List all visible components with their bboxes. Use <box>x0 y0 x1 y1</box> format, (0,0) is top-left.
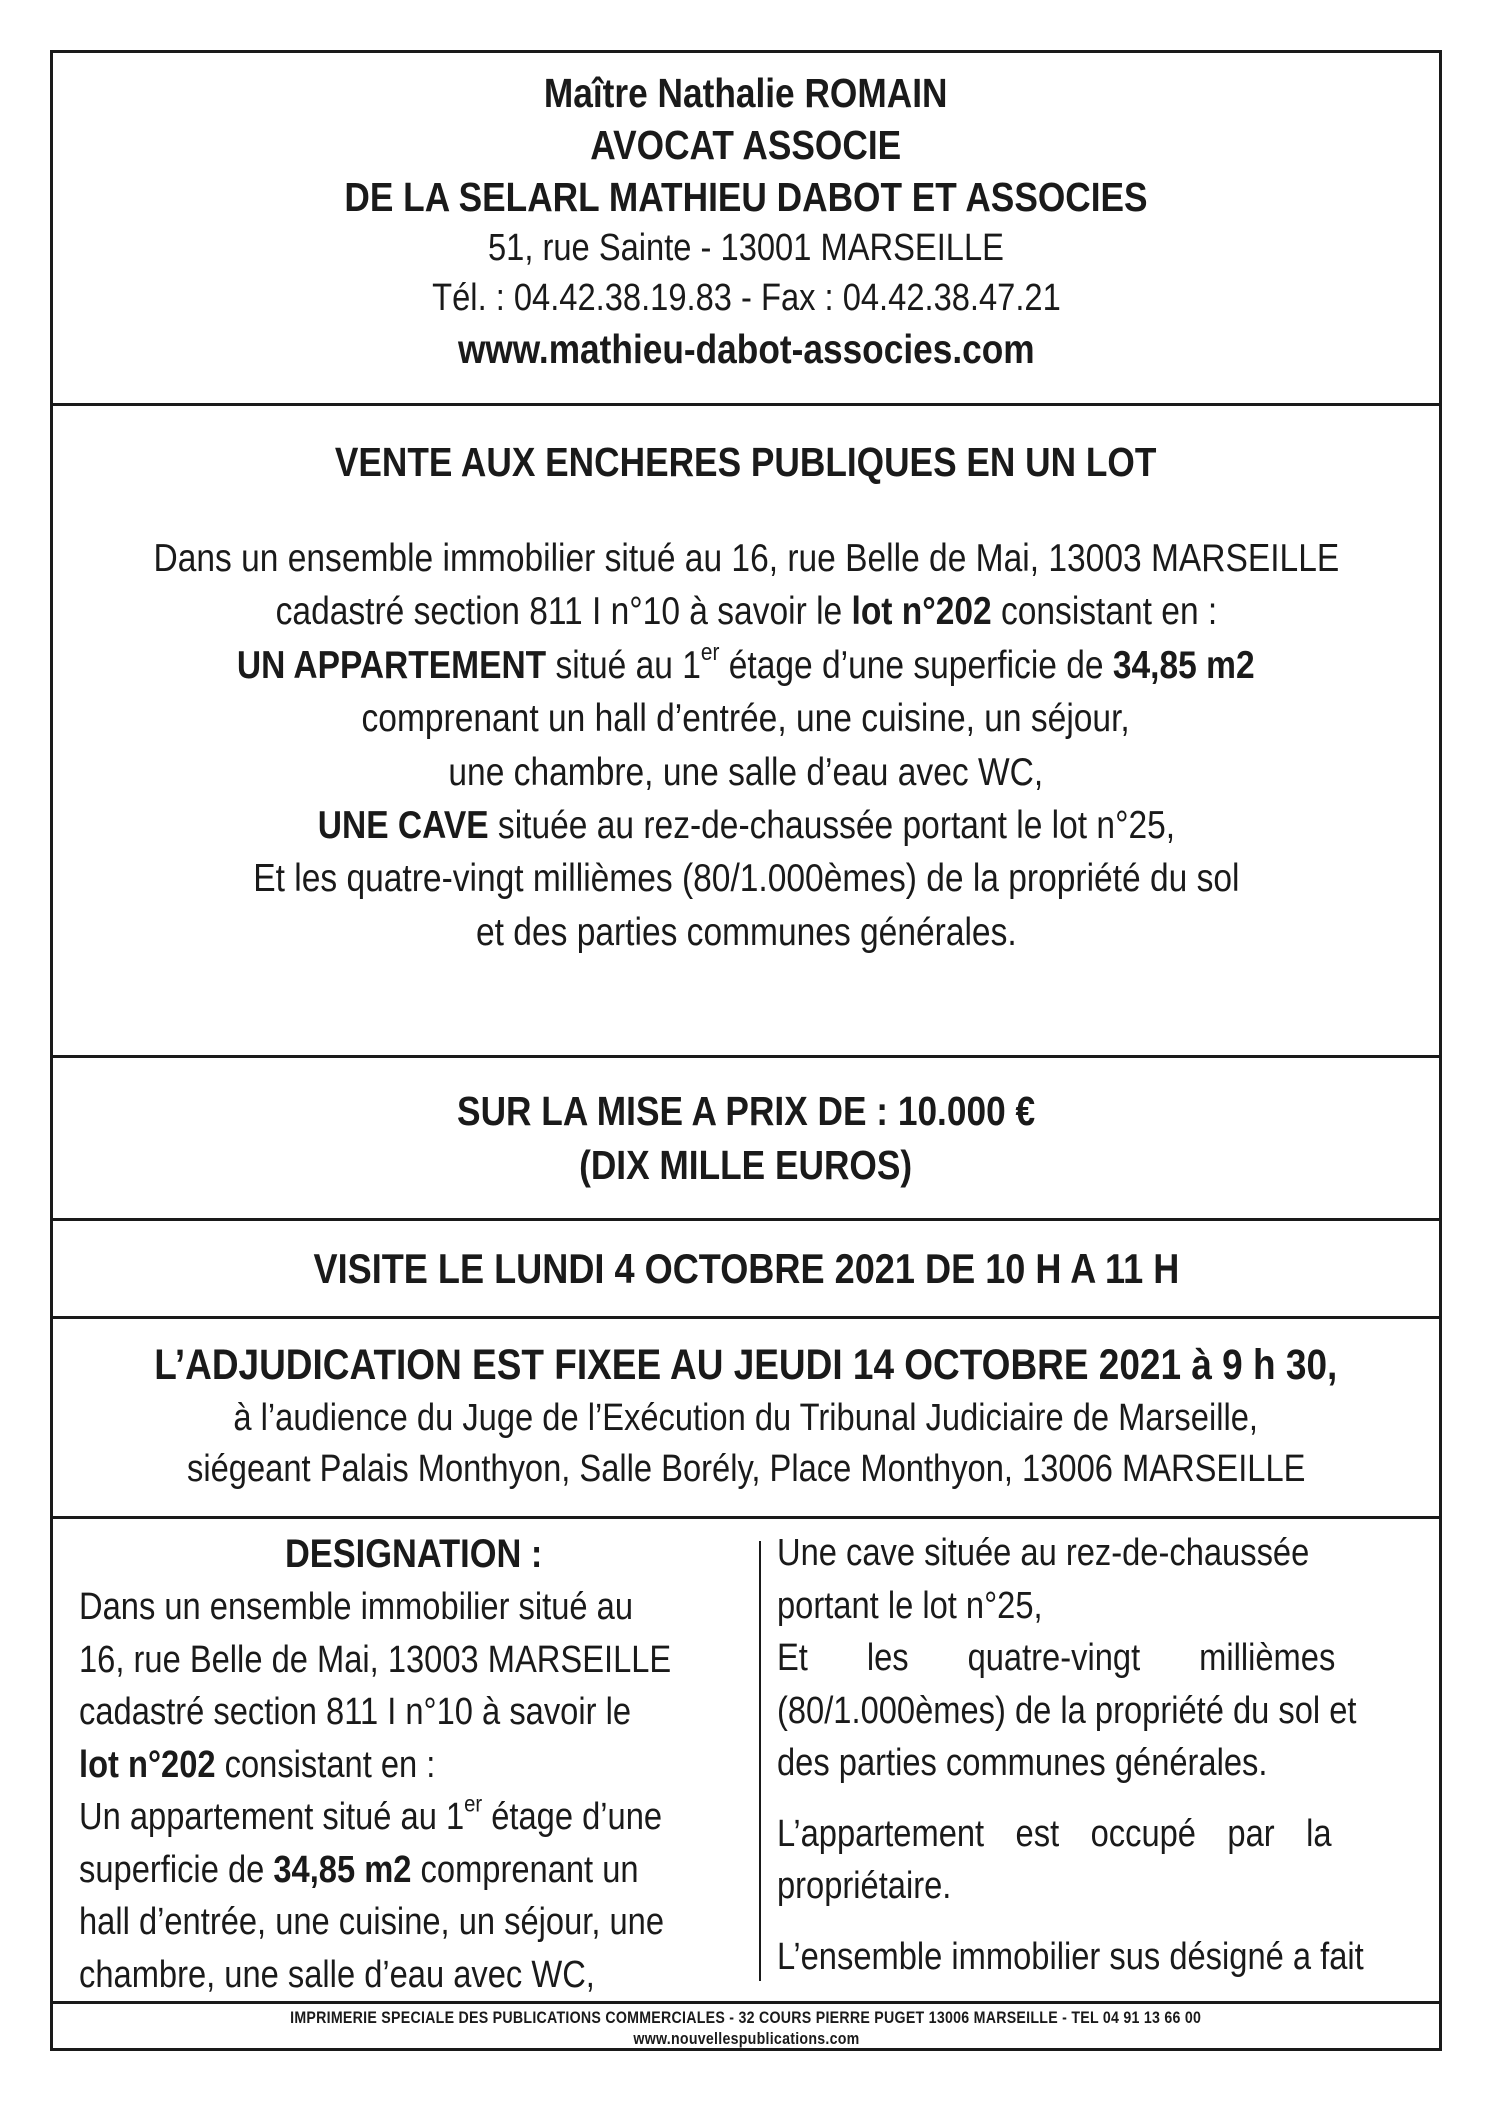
adjudication-title: L’ADJUDICATION EST FIXEE AU JEUDI 14 OCTOBRE 2021 à 9 h 30, <box>154 1341 1338 1389</box>
designation-left-column <box>79 1519 749 2001</box>
text-fragment: cadastré section 811 I n°10 à savoir le <box>275 590 852 634</box>
designation-line: des parties communes générales. <box>777 1742 1268 1784</box>
designation-line <box>79 1844 639 1897</box>
surface-area: 34,85 m2 <box>1113 643 1255 687</box>
designation-line: portant le lot n°25, <box>777 1584 1043 1627</box>
firm-phone-fax: Tél. : 04.42.38.19.83 - Fax : 04.42.38.47.21 <box>431 277 1061 319</box>
ordinal-sup: er <box>464 1790 483 1817</box>
cellar-label: UNE CAVE <box>317 804 489 848</box>
text-fragment: comprenant un <box>411 1848 639 1891</box>
sale-line <box>317 799 1174 852</box>
sale-line: Et les quatre-vingt millièmes (80/1.000èmes) de la propriété du sol <box>252 857 1240 901</box>
designation-line: Dans un ensemble immobilier situé au <box>79 1586 634 1628</box>
law-firm: DE LA SELARL MATHIEU DABOT ET ASSOCIES <box>344 174 1148 220</box>
notice-frame <box>50 50 1442 2051</box>
designation-line: Et les quatre-vingt millièmes <box>777 1637 1336 1679</box>
visit-section <box>53 1221 1439 1319</box>
column-divider <box>759 1541 761 1981</box>
apartment-label: UN APPARTEMENT <box>237 643 547 687</box>
lawyer-name: Maître Nathalie ROMAIN <box>544 70 948 116</box>
designation-line <box>79 1791 662 1844</box>
sale-title: VENTE AUX ENCHERES PUBLIQUES EN UN LOT <box>335 439 1157 485</box>
text-fragment: étage d’une superficie de <box>719 643 1114 687</box>
designation-line: L’appartement est occupé par la <box>777 1812 1332 1855</box>
lawyer-role: AVOCAT ASSOCIE <box>590 122 902 168</box>
text-fragment: située au rez-de-chaussée portant le lot n°25, <box>488 804 1175 848</box>
designation-line: chambre, une salle d’eau avec WC, <box>79 1953 595 1996</box>
lot-number: lot n°202 <box>851 590 992 634</box>
firm-address: 51, rue Sainte - 13001 MARSEILLE <box>488 227 1004 269</box>
designation-line: cadastré section 811 I n°10 à savoir le <box>79 1691 632 1733</box>
sale-line <box>275 585 1217 638</box>
sale-line: une chambre, une salle d’eau avec WC, <box>448 750 1044 794</box>
printer-address: IMPRIMERIE SPECIALE DES PUBLICATIONS COMMERCIALES - 32 COURS PIERRE PUGET 13006 MARSEILLE - TEL 04 91 13 66 00 <box>290 2009 1202 2027</box>
designation-line: (80/1.000èmes) de la propriété du sol et <box>777 1689 1357 1732</box>
price-words: (DIX MILLE EUROS) <box>579 1142 913 1188</box>
sale-line: comprenant un hall d’entrée, une cuisine, un séjour, <box>361 697 1131 741</box>
price-line: SUR LA MISE A PRIX DE : 10.000 € <box>456 1088 1036 1134</box>
surface-area: 34,85 m2 <box>273 1848 412 1891</box>
adjudication-section <box>53 1319 1439 1519</box>
designation-line <box>79 1739 435 1792</box>
printer-website: www.nouvellespublications.com <box>632 2030 860 2048</box>
text-fragment: étage d’une <box>482 1796 663 1838</box>
lawyer-header <box>53 53 1439 406</box>
visit-date: VISITE LE LUNDI 4 OCTOBRE 2021 DE 10 H A 11 H <box>313 1245 1179 1292</box>
sale-line <box>237 639 1255 692</box>
designation-section <box>53 1519 1439 2004</box>
starting-price <box>53 1058 1439 1221</box>
text-fragment: consistant en : <box>991 590 1217 634</box>
text-fragment: superficie de <box>79 1848 274 1891</box>
designation-right-column <box>777 1519 1417 1983</box>
firm-website: www.mathieu-dabot-associes.com <box>457 326 1035 372</box>
sale-line: et des parties communes générales. <box>475 910 1017 954</box>
printer-footer <box>53 2004 1439 2051</box>
adjudication-line: à l’audience du Juge de l’Exécution du Tribunal Judiciaire de Marseille, <box>233 1397 1259 1439</box>
text-fragment: Un appartement situé au 1 <box>79 1796 465 1838</box>
adjudication-line: siégeant Palais Monthyon, Salle Borély, Place Monthyon, 13006 MARSEILLE <box>186 1448 1306 1490</box>
sale-line: Dans un ensemble immobilier situé au 16, rue Belle de Mai, 13003 MARSEILLE <box>153 537 1339 580</box>
designation-line: L’ensemble immobilier sus désigné a fait <box>777 1935 1364 1978</box>
ordinal-sup: er <box>701 638 720 666</box>
designation-line: 16, rue Belle de Mai, 13003 MARSEILLE <box>79 1638 672 1681</box>
designation-line: hall d’entrée, une cuisine, un séjour, une <box>79 1901 665 1943</box>
lot-number: lot n°202 <box>79 1743 216 1786</box>
designation-line: propriétaire. <box>777 1865 952 1907</box>
text-fragment: consistant en : <box>215 1743 436 1786</box>
designation-title: DESIGNATION : <box>285 1532 543 1576</box>
designation-line: Une cave située au rez-de-chaussée <box>777 1532 1310 1574</box>
sale-description <box>53 406 1439 1058</box>
text-fragment: situé au 1 <box>546 643 702 687</box>
